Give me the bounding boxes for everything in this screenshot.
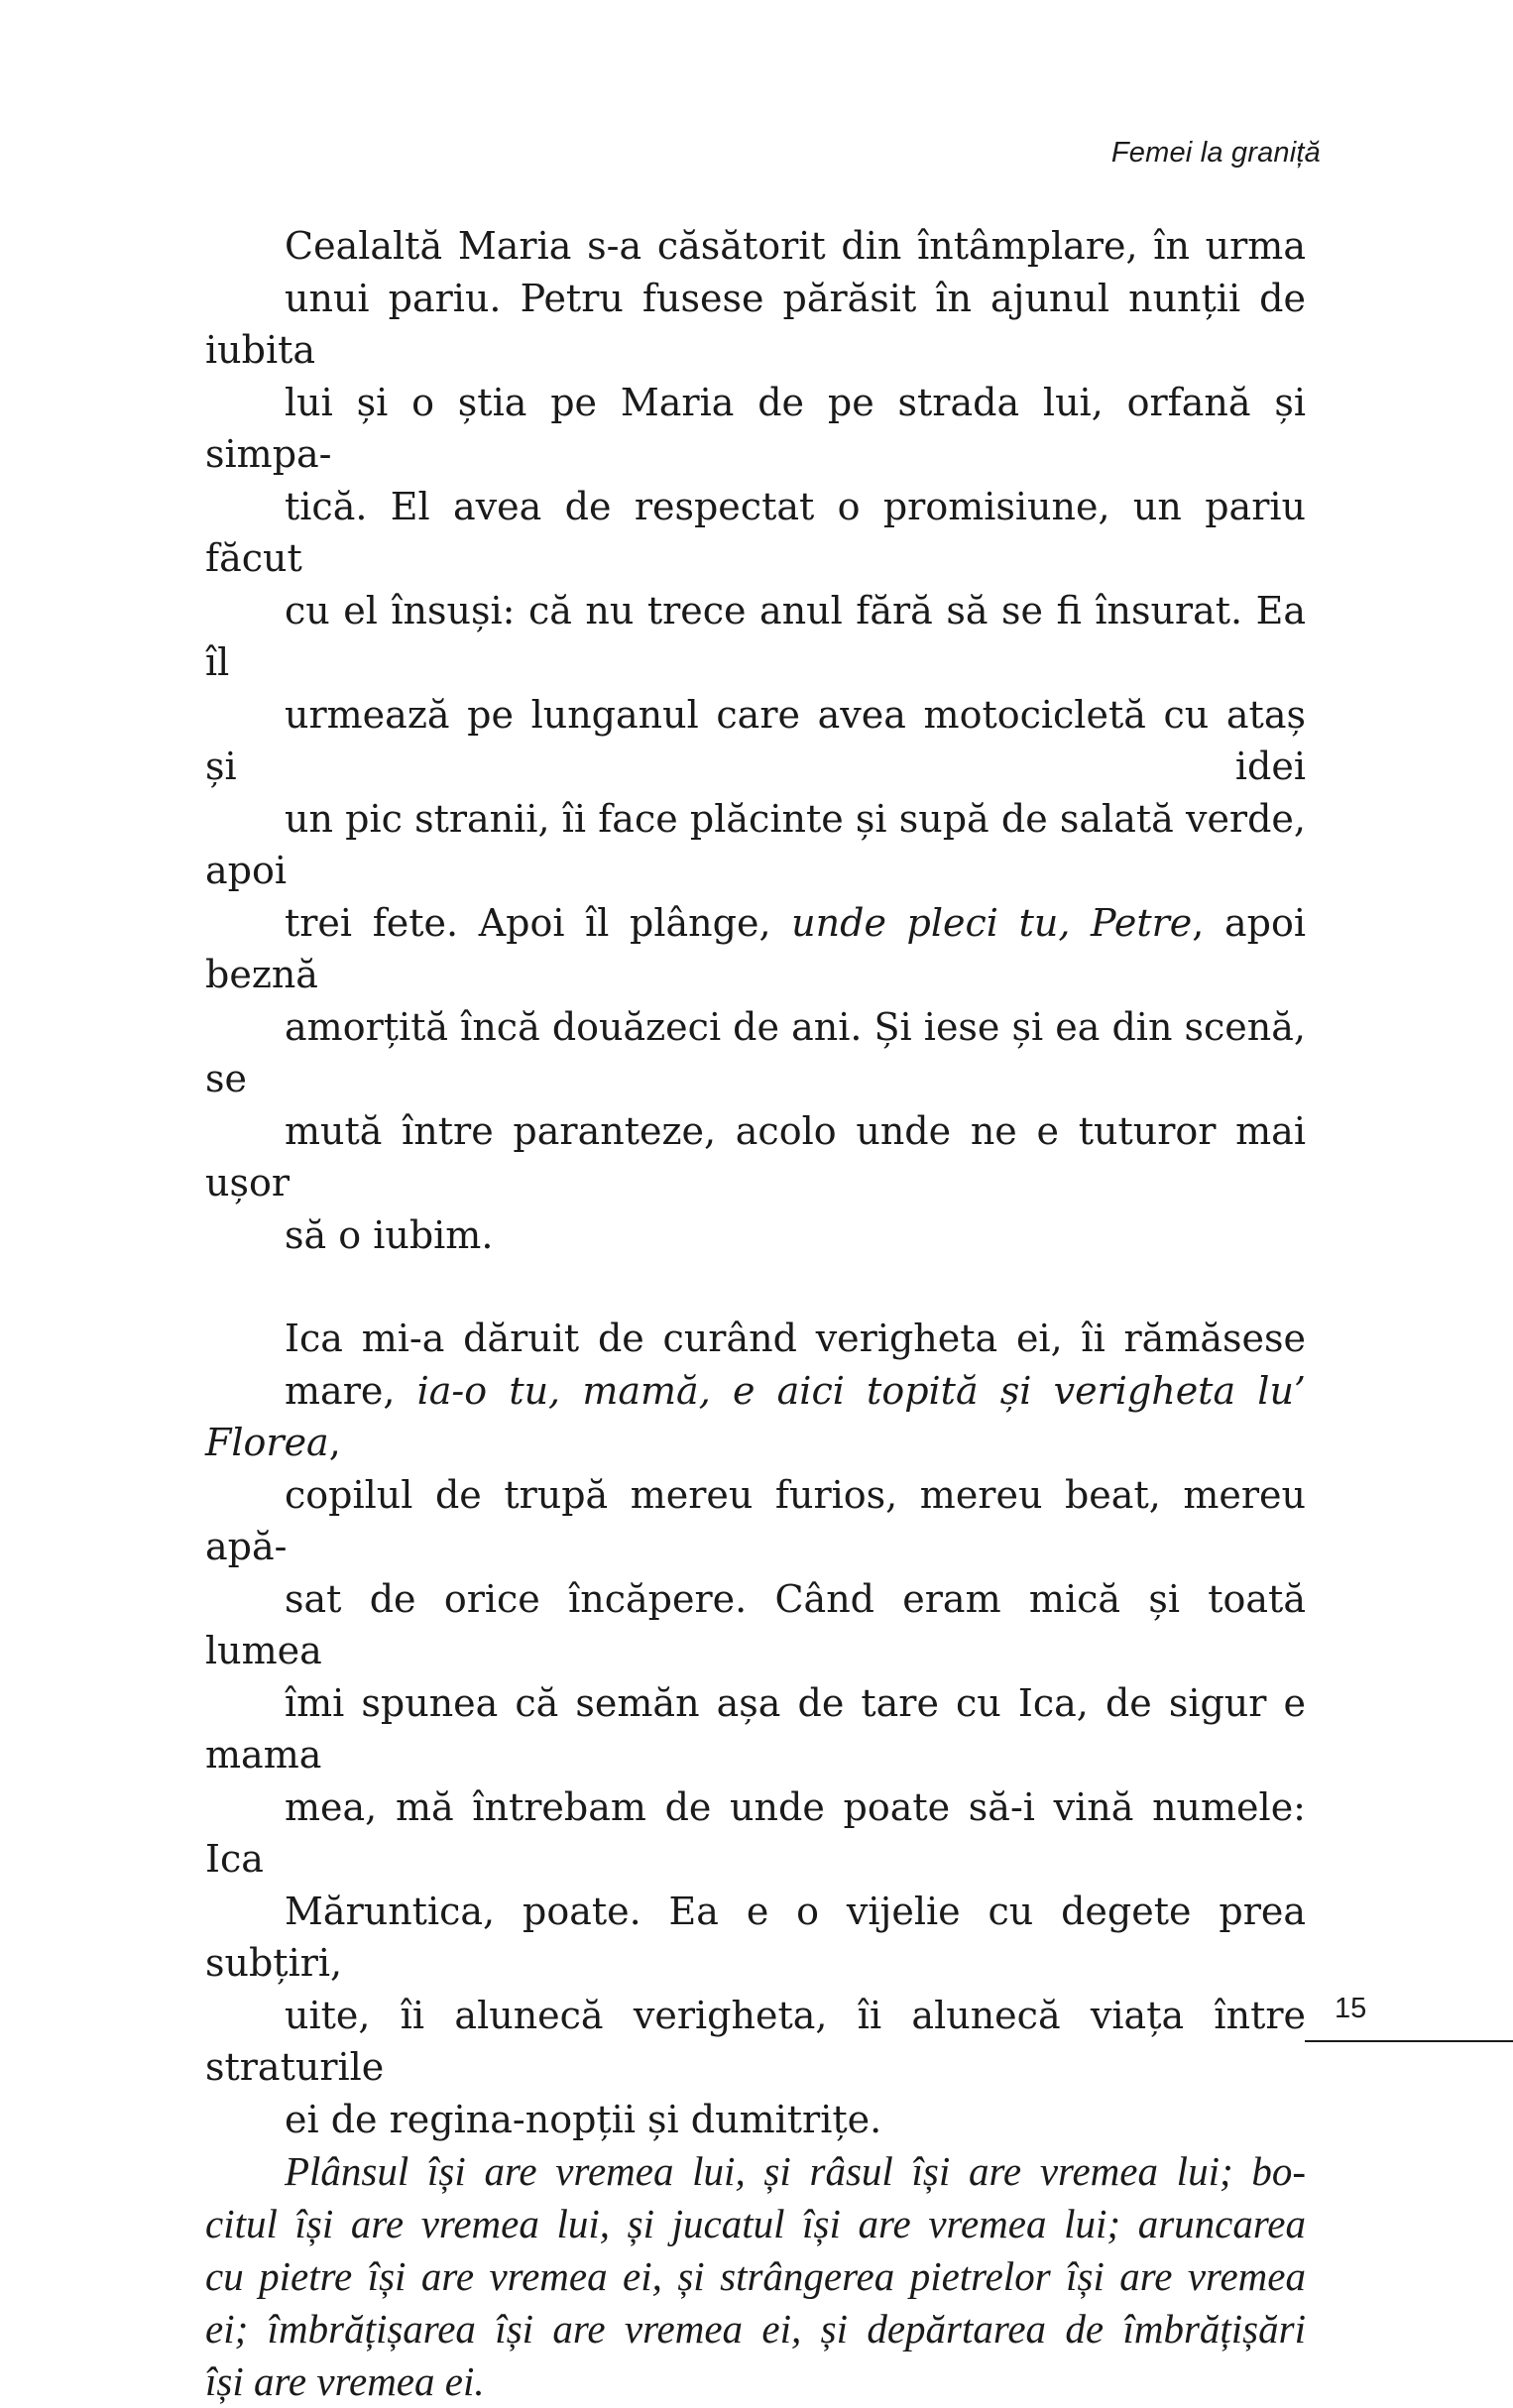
epigraph-line-2: citul își are vremea lui, și jucatul își are vremea lui; aruncarea	[205, 2201, 1306, 2246]
page-number: 15	[1335, 1993, 1367, 2024]
paragraph-1-line-1: Cealaltă Maria s-a căsătorit din întâmplare, în urma	[285, 224, 1306, 268]
paragraph-2-line-2	[205, 1365, 1306, 1469]
paragraph-2-line-9: ei de regina-nopții și dumitrițe.	[285, 2097, 882, 2141]
line-8-text-before: trei fete. Apoi îl plânge,	[285, 900, 792, 945]
paragraph-2-line-6: mea, mă întrebam de unde poate să-i vină numele: Ica	[205, 1784, 1306, 1881]
paragraph-2-line-1: Ica mi-a dăruit de curând verigheta ei, îi rămăsese	[285, 1317, 1306, 1360]
paragraph-1-line-10: mută între paranteze, acolo unde ne e tuturor mai ușor	[205, 1108, 1306, 1204]
paragraph-1-line-6: urmează pe lunganul care avea motocicletă cu ataș și idei	[205, 692, 1306, 788]
paragraph-1-line-5: cu el însuși: că nu trece anul fără să se fi însurat. Ea îl	[205, 588, 1306, 684]
running-head: Femei la graniță	[1110, 137, 1321, 169]
paragraph-2-line-5: îmi spunea că semăn așa de tare cu Ica, de sigur e mama	[205, 1680, 1306, 1777]
paragraph-1-line-8	[205, 897, 1306, 1001]
paragraph-1-line-4: tică. El avea de respectat o promisiune, un pariu făcut	[205, 484, 1306, 580]
paragraph-1-line-7: un pic stranii, îi face plăcinte și supă de salată verde, apoi	[205, 796, 1306, 892]
line-2-text-before: mare,	[285, 1368, 417, 1413]
epigraph-line-3: cu pietre își are vremea ei, și strângerea pietrelor își are vremea	[205, 2253, 1306, 2299]
italic-quote-florea: ia-o tu, mamă, e aici topită și verigheta lu’ Florea	[205, 1368, 1307, 1464]
paragraph-1-line-2: unui pariu. Petru fusese părăsit în ajunul nunții de iubita	[205, 276, 1306, 372]
paragraph-2-line-7: Măruntica, poate. Ea e o vijelie cu degete prea subțiri,	[205, 1889, 1306, 1985]
paragraph-2-line-4: sat de orice încăpere. Când eram mică și toată lumea	[205, 1576, 1306, 1672]
paragraph-1-line-9: amorțită încă douăzeci de ani. Și iese și ea din scenă, se	[205, 1004, 1306, 1100]
epigraph-quote	[205, 2145, 1306, 2408]
epigraph-line-4: ei; îmbrățișarea își are vremea ei, și depărtarea de îmbrățișări	[205, 2306, 1306, 2351]
paragraph-2	[205, 1313, 1306, 2145]
epigraph-line-5: își are vremea ei.	[205, 2358, 485, 2404]
line-8-text-after: , apoi beznă	[205, 900, 1307, 996]
line-2-text-after: ,	[328, 1421, 341, 1464]
paragraph-2-line-3: copilul de trupă mereu furios, mereu beat, mereu apă-	[205, 1472, 1306, 1568]
paragraph-1	[205, 220, 1306, 1261]
footer-rule	[1305, 2040, 1513, 2042]
epigraph-line-1: Plânsul își are vremea lui, și râsul își are vremea lui; bo-	[285, 2148, 1306, 2194]
paragraph-2-line-8: uite, îi alunecă verigheta, îi alunecă viața între straturile	[205, 1993, 1306, 2089]
italic-quote-petre: unde pleci tu, Petre	[791, 900, 1193, 945]
body-text	[205, 220, 1306, 2408]
paragraph-1-line-11: să o iubim.	[285, 1212, 494, 1257]
paragraph-1-line-3: lui și o știa pe Maria de pe strada lui, orfană și simpa-	[205, 380, 1306, 476]
